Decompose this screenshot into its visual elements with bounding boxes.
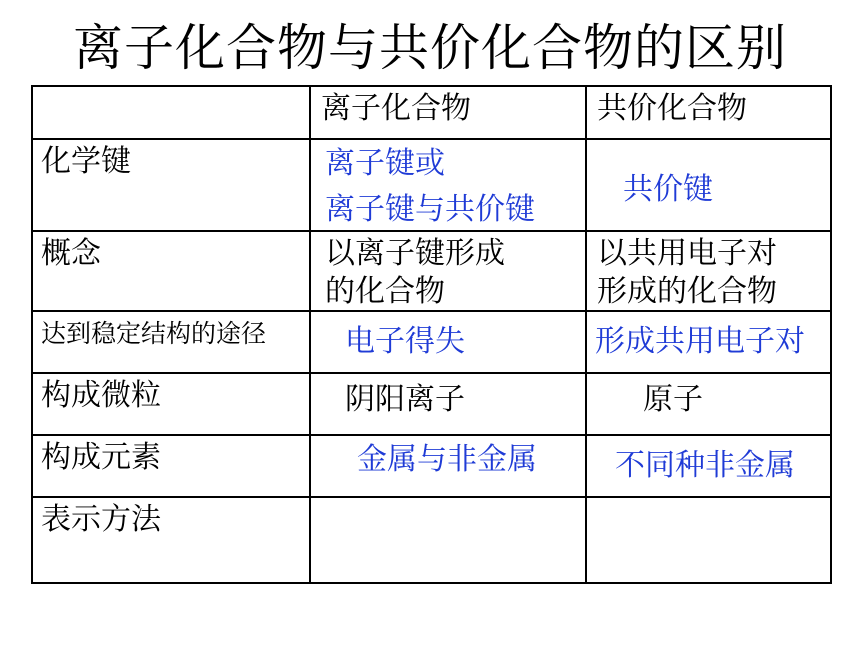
row-label: 达到稳定结构的途径 xyxy=(41,319,267,348)
table-row-particles xyxy=(32,373,831,435)
ionic-value-line: 以离子键形成 xyxy=(325,236,505,271)
ionic-value-line: 的化合物 xyxy=(325,274,445,309)
covalent-cell xyxy=(586,497,831,583)
ionic-value: 金属与非金属 xyxy=(357,442,537,477)
row-label-cell xyxy=(32,497,310,583)
ionic-cell xyxy=(310,373,586,435)
covalent-value: 形成共用电子对 xyxy=(595,324,805,359)
header-cell-covalent xyxy=(586,86,831,139)
table-header-row xyxy=(32,86,831,139)
row-label-cell xyxy=(32,231,310,311)
row-label: 构成元素 xyxy=(41,440,161,475)
header-cell-empty xyxy=(32,86,310,139)
covalent-cell xyxy=(586,231,831,311)
header-label-covalent: 共价化合物 xyxy=(597,91,747,126)
row-label-cell xyxy=(32,139,310,231)
comparison-table xyxy=(31,85,832,584)
table-row-stable-structure xyxy=(32,311,831,373)
table-row-chemical-bond xyxy=(32,139,831,231)
row-label: 概念 xyxy=(41,236,101,271)
table-row-elements xyxy=(32,435,831,497)
covalent-cell xyxy=(586,311,831,373)
covalent-value: 不同种非金属 xyxy=(615,448,795,483)
row-label: 表示方法 xyxy=(41,502,161,537)
ionic-cell xyxy=(310,139,586,231)
row-label-cell xyxy=(32,373,310,435)
covalent-value-line: 形成的化合物 xyxy=(597,274,777,309)
covalent-cell xyxy=(586,373,831,435)
covalent-cell xyxy=(586,139,831,231)
table-row-representation xyxy=(32,497,831,583)
covalent-value-line: 以共用电子对 xyxy=(597,236,777,271)
ionic-value-line: 离子键或 xyxy=(325,146,445,181)
table-row-concept xyxy=(32,231,831,311)
header-label-ionic: 离子化合物 xyxy=(321,91,471,126)
covalent-value: 原子 xyxy=(643,382,703,417)
row-label-cell xyxy=(32,311,310,373)
row-label-cell xyxy=(32,435,310,497)
ionic-cell xyxy=(310,231,586,311)
ionic-cell xyxy=(310,435,586,497)
covalent-value: 共价键 xyxy=(623,172,713,207)
row-label: 构成微粒 xyxy=(41,378,161,413)
page-title: 离子化合物与共价化合物的区别 xyxy=(73,19,787,77)
ionic-cell xyxy=(310,497,586,583)
ionic-value: 电子得失 xyxy=(345,324,465,359)
covalent-cell xyxy=(586,435,831,497)
ionic-cell xyxy=(310,311,586,373)
ionic-value: 阴阳离子 xyxy=(345,382,465,417)
row-label: 化学键 xyxy=(41,144,131,179)
ionic-value-line: 离子键与共价键 xyxy=(325,192,535,227)
header-cell-ionic xyxy=(310,86,586,139)
